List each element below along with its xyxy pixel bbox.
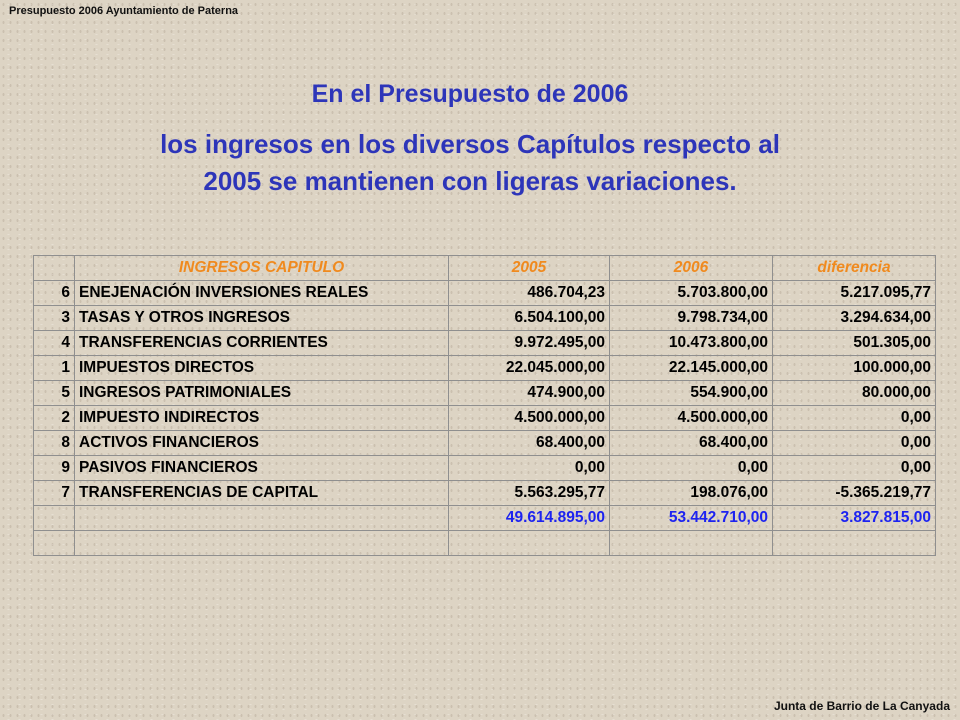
row-chapter: TRANSFERENCIAS CORRIENTES (75, 331, 449, 356)
row-value-2006: 0,00 (610, 456, 773, 481)
table-header-row (34, 256, 936, 281)
total-2005: 49.614.895,00 (449, 506, 610, 531)
row-code: 1 (34, 356, 75, 381)
row-difference: 5.217.095,77 (773, 281, 936, 306)
row-value-2005: 6.504.100,00 (449, 306, 610, 331)
totals-label-cell (75, 506, 449, 531)
budget-table (33, 255, 936, 556)
row-chapter: TASAS Y OTROS INGRESOS (75, 306, 449, 331)
row-value-2006: 554.900,00 (610, 381, 773, 406)
subtitle-line-2: 2005 se mantienen con ligeras variaciones. (203, 166, 737, 196)
table-row (34, 431, 936, 456)
empty-row (34, 531, 936, 556)
row-difference: 3.294.634,00 (773, 306, 936, 331)
row-difference: 0,00 (773, 456, 936, 481)
row-chapter: PASIVOS FINANCIEROS (75, 456, 449, 481)
row-value-2006: 198.076,00 (610, 481, 773, 506)
row-value-2006: 5.703.800,00 (610, 281, 773, 306)
row-chapter: IMPUESTO INDIRECTOS (75, 406, 449, 431)
totals-code-cell (34, 506, 75, 531)
row-value-2005: 68.400,00 (449, 431, 610, 456)
table-row (34, 406, 936, 431)
row-difference: 0,00 (773, 406, 936, 431)
footer-note: Junta de Barrio de La Canyada (773, 699, 950, 713)
page-subtitle (0, 126, 940, 200)
table-row (34, 381, 936, 406)
row-code: 9 (34, 456, 75, 481)
row-value-2006: 4.500.000,00 (610, 406, 773, 431)
row-value-2005: 9.972.495,00 (449, 331, 610, 356)
table-row (34, 356, 936, 381)
header-cell-difference: diferencia (773, 256, 936, 281)
header-cell-chapter: INGRESOS CAPITULO (75, 256, 449, 281)
row-code: 7 (34, 481, 75, 506)
row-chapter: IMPUESTOS DIRECTOS (75, 356, 449, 381)
row-chapter: ENEJENACIÓN INVERSIONES REALES (75, 281, 449, 306)
header-note: Presupuesto 2006 Ayuntamiento de Paterna (9, 5, 239, 17)
subtitle-line-1: los ingresos en los diversos Capítulos respecto al (160, 129, 780, 159)
row-value-2005: 474.900,00 (449, 381, 610, 406)
row-chapter: INGRESOS PATRIMONIALES (75, 381, 449, 406)
row-code: 4 (34, 331, 75, 356)
empty-cell (449, 531, 610, 556)
row-code: 3 (34, 306, 75, 331)
row-code: 6 (34, 281, 75, 306)
row-difference: -5.365.219,77 (773, 481, 936, 506)
row-chapter: ACTIVOS FINANCIEROS (75, 431, 449, 456)
row-difference: 80.000,00 (773, 381, 936, 406)
row-value-2005: 486.704,23 (449, 281, 610, 306)
row-code: 2 (34, 406, 75, 431)
row-value-2006: 22.145.000,00 (610, 356, 773, 381)
row-code: 5 (34, 381, 75, 406)
total-2006: 53.442.710,00 (610, 506, 773, 531)
row-value-2005: 0,00 (449, 456, 610, 481)
empty-cell (34, 531, 75, 556)
header-cell-2005: 2005 (449, 256, 610, 281)
empty-cell (610, 531, 773, 556)
row-chapter: TRANSFERENCIAS DE CAPITAL (75, 481, 449, 506)
row-difference: 0,00 (773, 431, 936, 456)
totals-row (34, 506, 936, 531)
row-value-2006: 9.798.734,00 (610, 306, 773, 331)
row-value-2005: 4.500.000,00 (449, 406, 610, 431)
header-cell-2006: 2006 (610, 256, 773, 281)
row-difference: 501.305,00 (773, 331, 936, 356)
page-title: En el Presupuesto de 2006 (311, 80, 629, 108)
table-row (34, 481, 936, 506)
row-value-2006: 68.400,00 (610, 431, 773, 456)
table-row (34, 331, 936, 356)
header-cell-code (34, 256, 75, 281)
table-row (34, 281, 936, 306)
row-value-2006: 10.473.800,00 (610, 331, 773, 356)
row-difference: 100.000,00 (773, 356, 936, 381)
table-row (34, 306, 936, 331)
empty-cell (773, 531, 936, 556)
row-value-2005: 5.563.295,77 (449, 481, 610, 506)
empty-cell (75, 531, 449, 556)
total-difference: 3.827.815,00 (773, 506, 936, 531)
row-code: 8 (34, 431, 75, 456)
table-row (34, 456, 936, 481)
row-value-2005: 22.045.000,00 (449, 356, 610, 381)
